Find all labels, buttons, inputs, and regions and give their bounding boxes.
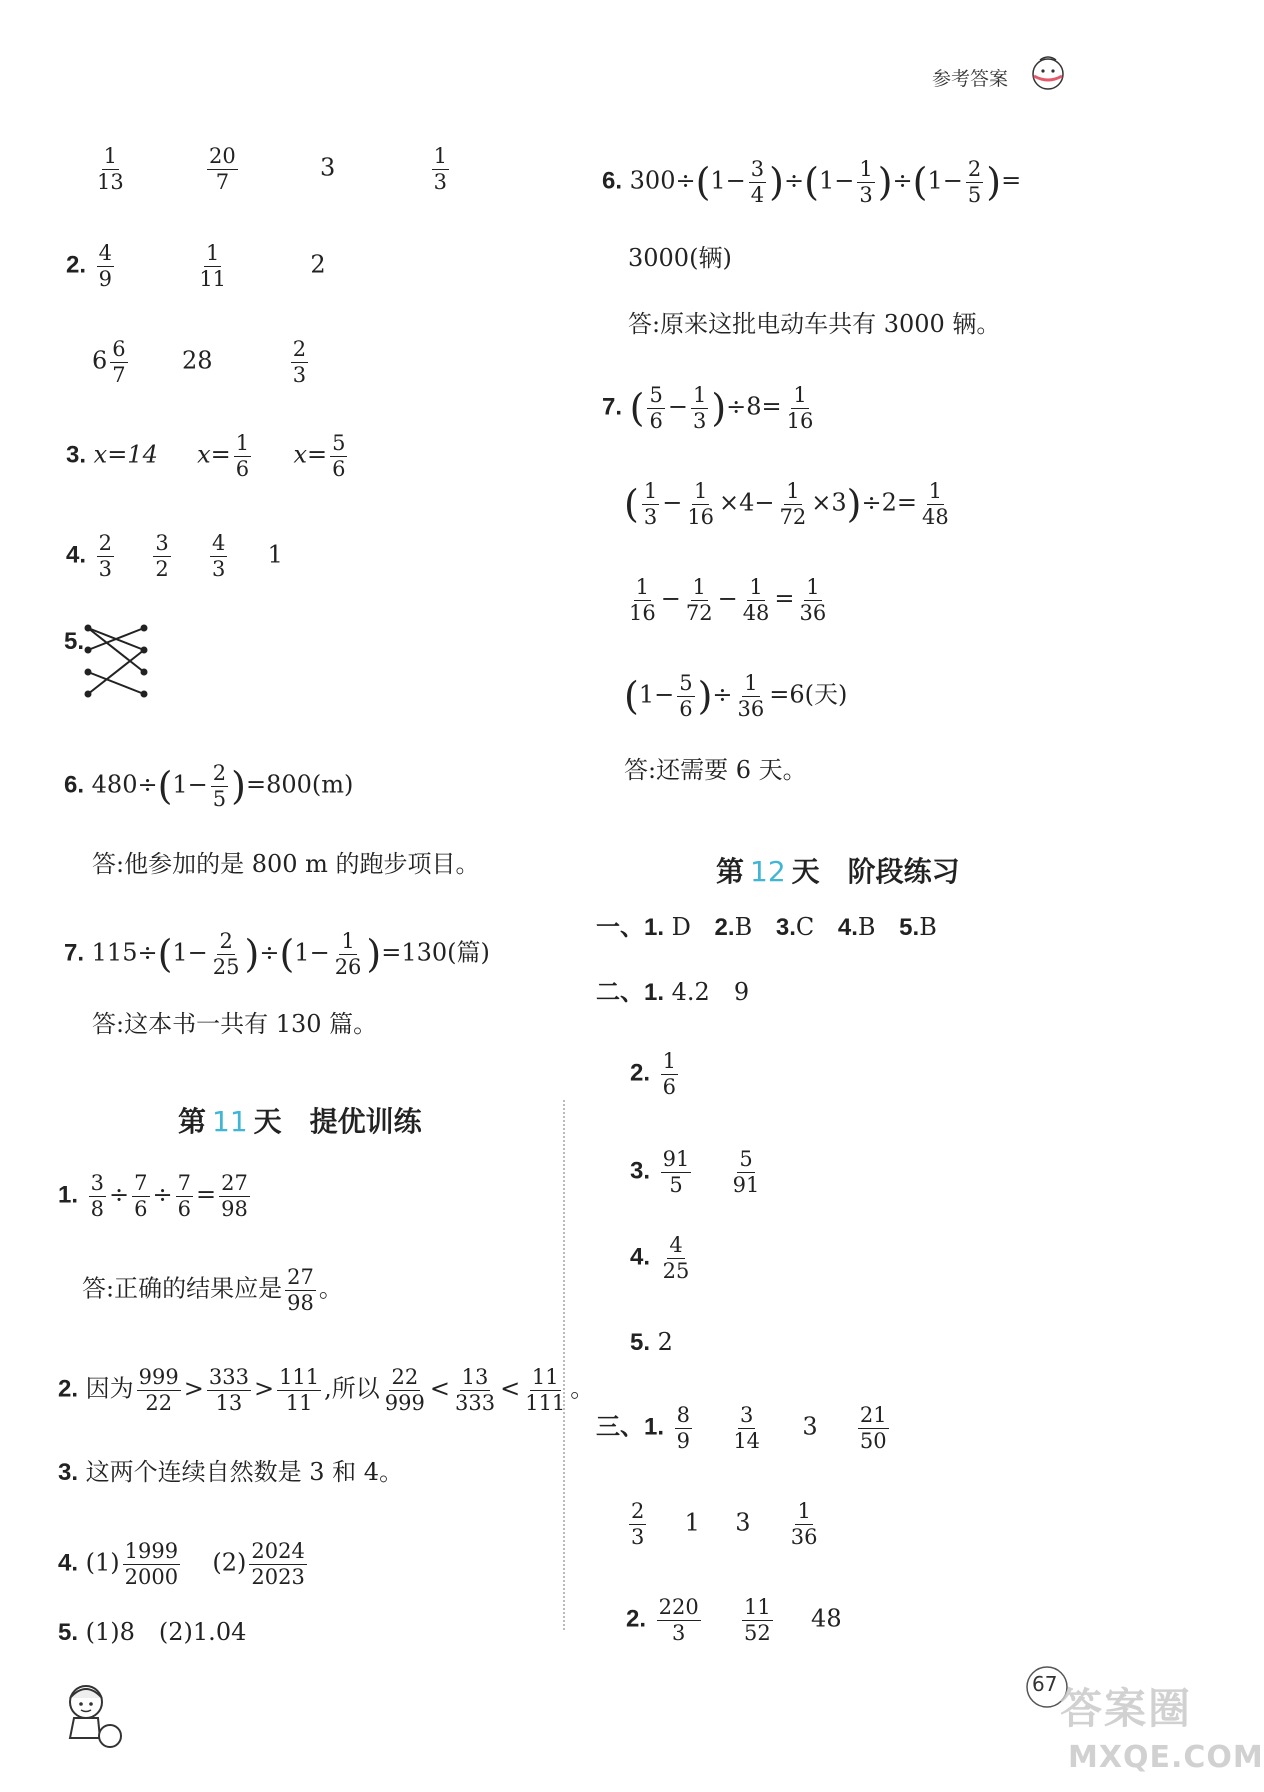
watermark-logo: 答案圈 — [1060, 1684, 1193, 1733]
s2-q4: 4. $\frac{4}{25}$ — [630, 1233, 690, 1283]
mascot-character-icon — [60, 1680, 124, 1754]
page-number: 67 — [1032, 1672, 1058, 1696]
s3-q1-row2: $\frac{2}{3}$ 1 3 $\frac{1}{36}$ — [631, 1499, 818, 1549]
d11-q1-answer: 答:正确的结果应是 $\frac{27}{98}$ 。 — [82, 1265, 343, 1315]
matching-lines-diagram — [82, 620, 152, 720]
d11-q2: 2. 因为 $\frac{999}{22}$ > $\frac{333}{13}$ > $\frac{111}{11}$ ,所以 $\frac{22}{999}$ < $\frac{13}{333}$ < $\frac{11}{111}$ 。 — [58, 1365, 595, 1415]
right-q7-line2: ( $\frac{1}{3}$ − $\frac{1}{16}$ ×4− $\frac{1}{72}$ ×3)÷2= $\frac{1}{48}$ — [624, 479, 949, 529]
left-q2-row2: 6 $\frac{6}{7}$ 28 $\frac{2}{3}$ — [92, 337, 307, 387]
right-q7-line1: 7. ( $\frac{5}{6}$ − $\frac{1}{3}$ )÷8= $\frac{1}{16}$ — [602, 383, 814, 433]
right-q6-result: 3000(辆) — [628, 244, 732, 272]
watermark-url: MXQE.COM — [1068, 1740, 1264, 1775]
left-q2-row1: 2. $\frac{4}{9}$ $\frac{1}{11}$ 2 — [66, 241, 326, 291]
right-q7-answer: 答:还需要 6 天。 — [624, 756, 807, 784]
day12-heading: 第 12 天 阶段练习 — [716, 855, 960, 888]
day11-heading: 第 11 天 提优训练 — [178, 1105, 422, 1138]
s2-q2: 2. $\frac{1}{6}$ — [630, 1049, 677, 1099]
left-q5-label: 5. — [64, 628, 85, 655]
left-q1-row1: $\frac{1}{13}$ $\frac{20}{7}$ 3 $\frac{1}{3}$ — [97, 144, 447, 194]
d11-q4: 4. (1) $\frac{1999}{2000}$ (2) $\frac{2024}{2023}$ — [58, 1539, 305, 1589]
column-divider — [563, 1100, 565, 1630]
s3-q2: 2. $\frac{220}{3}$ $\frac{11}{52}$ 48 — [626, 1595, 842, 1645]
right-q7-line3: $\frac{1}{16}$ − $\frac{1}{72}$ − $\frac{1}{48}$ = $\frac{1}{36}$ — [629, 575, 827, 625]
s1-choices: 一、1. D 2.B 3.C 4.B 5.B — [596, 913, 937, 941]
left-q6: 6. 480÷(1− $\frac{2}{5}$ )=800(m) — [64, 761, 354, 811]
d11-q1: 1. $\frac{3}{8}$ ÷ $\frac{7}{6}$ ÷ $\frac{7}{6}$ = $\frac{27}{98}$ — [58, 1171, 248, 1221]
left-q7: 7. 115÷(1− $\frac{2}{25}$ )÷(1− $\frac{1}{26}$ )=130(篇) — [64, 929, 490, 979]
right-q6-answer: 答:原来这批电动车共有 3000 辆。 — [628, 310, 1001, 338]
s2-q3: 3. $\frac{91}{5}$ $\frac{5}{91}$ — [630, 1147, 760, 1197]
left-q4: 4. $\frac{2}{3}$ $\frac{3}{2}$ $\frac{4}{3}$ 1 — [66, 531, 283, 581]
left-q3: 3. x=14 x= $\frac{1}{6}$ x= $\frac{5}{6}$ — [66, 431, 346, 481]
mascot-icon — [1028, 54, 1068, 98]
left-q7-answer: 答:这本书一共有 130 篇。 — [92, 1010, 378, 1038]
s2-q5: 5. 2 — [630, 1328, 673, 1356]
header-title: 参考答案 — [932, 68, 1009, 90]
right-q6: 6. 300÷(1− $\frac{3}{4}$ )÷(1− $\frac{1}{3}$ )÷(1− $\frac{2}{5}$ )= — [602, 157, 1022, 207]
left-q6-answer: 答:他参加的是 800 m 的跑步项目。 — [92, 850, 480, 878]
d11-q3: 3. 这两个连续自然数是 3 和 4。 — [58, 1458, 404, 1486]
s2-q1: 二、1. 4.2 9 — [596, 978, 750, 1006]
s3-q1: 三、1. $\frac{8}{9}$ $\frac{3}{14}$ 3 $\frac{21}{50}$ — [596, 1403, 887, 1453]
d11-q5: 5. (1)8 (2)1.04 — [58, 1618, 247, 1646]
right-q7-line4: (1− $\frac{5}{6}$ )÷ $\frac{1}{36}$ =6(天) — [624, 671, 848, 721]
